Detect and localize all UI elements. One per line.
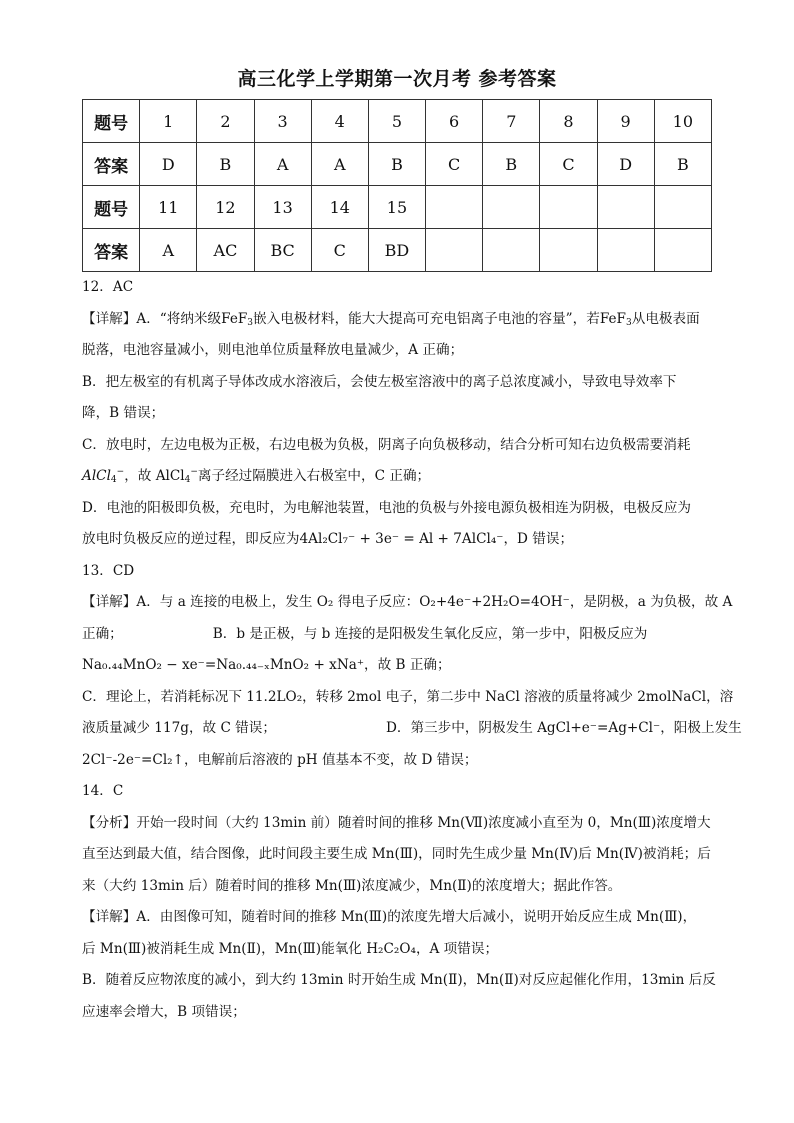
q12-c-line1: C．放电时，左边电极为正极，右边电极为负极，阴离子向负极移动，结合分析可知右边负极需要消耗	[82, 436, 691, 453]
q13-d-line2: 2Cl⁻-2e⁻=Cl₂↑，电解前后溶液的 pH 值基本不变，故 D 错误；	[82, 751, 478, 768]
answer-table-row	[83, 143, 712, 186]
table-cell: D	[140, 143, 197, 186]
table-cell: BD	[368, 229, 425, 272]
q13-b-line2: Na₀.₄₄MnO₂ − xe⁻=Na₀.₄₄₋ₓMnO₂ + xNa⁺，故 B 正确；	[82, 657, 451, 673]
q12-heading: 12．AC	[82, 279, 134, 295]
answer-table-row	[83, 229, 712, 272]
table-cell: 8	[540, 100, 597, 143]
q12-b-line2: 降，B 错误；	[82, 405, 165, 421]
table-cell: 4	[311, 100, 368, 143]
table-cell: 13	[254, 186, 311, 229]
table-cell	[426, 186, 483, 229]
table-cell: 6	[426, 100, 483, 143]
table-cell	[654, 186, 711, 229]
q13-a-line1: 【详解】A．与 a 连接的电极上，发生 O₂ 得电子反应：O₂+4e⁻+2H₂O=4OH⁻，是阴极，a 为负极，故 A	[82, 594, 733, 610]
table-cell	[654, 229, 711, 272]
table-cell	[597, 186, 654, 229]
q13-a-line2: 正确； B．b 是正极，与 b 连接的是阳极发生氧化反应，第一步中，阳极反应为	[82, 625, 648, 642]
table-cell: 10	[654, 100, 711, 143]
row-header: 题号	[83, 100, 140, 143]
table-cell	[597, 229, 654, 272]
table-cell: B	[197, 143, 254, 186]
q14-analysis-line1: 【分析】开始一段时间（大约 13min 前）随着时间的推移 Mn(Ⅶ)浓度减小直至为 0，Mn(Ⅲ)浓度增大	[82, 814, 711, 831]
q12-a-line1: 【详解】A．“将纳米级FeF$_3$嵌入电极材料，能大大提高可充电铝离子电池的容量”，若FeF$_3$从电极表面	[82, 310, 700, 328]
q14-b-line1: B．随着反应物浓度的减小，到大约 13min 时开始生成 Mn(Ⅱ)，Mn(Ⅱ)对反应起催化作用，13min 后反	[82, 972, 716, 988]
q14-b-line2: 应速率会增大，B 项错误；	[82, 1003, 246, 1020]
table-cell: 5	[368, 100, 425, 143]
q14-analysis-line3: 来（大约 13min 后）随着时间的推移 Mn(Ⅲ)浓度减少，Mn(Ⅱ)的浓度增大；据此作答。	[82, 877, 622, 894]
table-cell: 11	[140, 186, 197, 229]
table-cell: BC	[254, 229, 311, 272]
table-cell: 12	[197, 186, 254, 229]
q14-a-line1: 【详解】A．由图像可知，随着时间的推移 Mn(Ⅲ)的浓度先增大后减小，说明开始反应生成 Mn(Ⅲ)，	[82, 909, 697, 925]
answer-table-row	[83, 100, 712, 143]
table-cell: 9	[597, 100, 654, 143]
q14-heading: 14．C	[82, 783, 124, 799]
table-cell: 3	[254, 100, 311, 143]
table-cell: A	[254, 143, 311, 186]
table-cell: 7	[483, 100, 540, 143]
table-cell	[483, 186, 540, 229]
table-cell: B	[483, 143, 540, 186]
table-cell	[540, 186, 597, 229]
q12-c-line2: AlCl$_4$−，故 AlCl$_4$−离子经过隔膜进入右极室中，C 正确；	[82, 467, 431, 485]
table-cell	[483, 229, 540, 272]
q12-a-line2: 脱落，电池容量减小，则电池单位质量释放电量减少，A 正确；	[82, 342, 464, 358]
table-cell	[426, 229, 483, 272]
table-cell: 15	[368, 186, 425, 229]
q12-b-line1: B．把左极室的有机离子导体改成水溶液后，会使左极室溶液中的离子总浓度减小，导致电导效率下	[82, 373, 677, 390]
table-cell: 14	[311, 186, 368, 229]
q13-heading: 13．CD	[82, 562, 135, 579]
table-cell: A	[140, 229, 197, 272]
q13-c-line2: 液质量减少 117g，故 C 错误； D．第三步中，阴极发生 AgCl+e⁻=Ag+Cl⁻，阳极上发生	[82, 720, 742, 736]
q12-d-line1: D．电池的阳极即负极，充电时，为电解池装置，电池的负极与外接电源负极相连为阴极，电极反应为	[82, 499, 692, 516]
table-cell: D	[597, 143, 654, 186]
q12-d-line2: 放电时负极反应的逆过程，即反应为4Al₂Cl₇⁻ + 3e⁻ = Al + 7AlCl₄⁻，D 错误；	[82, 531, 574, 547]
row-header: 题号	[83, 186, 140, 229]
q14-analysis-line2: 直至达到最大值，结合图像，此时间段主要生成 Mn(Ⅲ)，同时先生成少量 Mn(Ⅳ)后 Mn(Ⅳ)被消耗；后	[82, 846, 711, 862]
table-cell: B	[368, 143, 425, 186]
table-cell: C	[426, 143, 483, 186]
answer-table-row	[83, 186, 712, 229]
table-cell: B	[654, 143, 711, 186]
table-cell: A	[311, 143, 368, 186]
table-cell: 2	[197, 100, 254, 143]
page-title: 高三化学上学期第一次月考 参考答案	[237, 68, 557, 90]
table-cell: AC	[197, 229, 254, 272]
table-cell: C	[311, 229, 368, 272]
row-header: 答案	[83, 229, 140, 272]
table-cell: C	[540, 143, 597, 186]
q14-a-line2: 后 Mn(Ⅲ)被消耗生成 Mn(Ⅱ)，Mn(Ⅲ)能氧化 H₂C₂O₄，A 项错误；	[82, 940, 499, 957]
answer-table	[82, 99, 712, 272]
table-cell	[540, 229, 597, 272]
explanations	[82, 272, 742, 1028]
table-cell: 1	[140, 100, 197, 143]
q13-c-line1: C．理论上，若消耗标况下 11.2LO₂，转移 2mol 电子，第二步中 NaCl 溶液的质量将减少 2molNaCl，溶	[82, 688, 734, 705]
row-header: 答案	[83, 143, 140, 186]
